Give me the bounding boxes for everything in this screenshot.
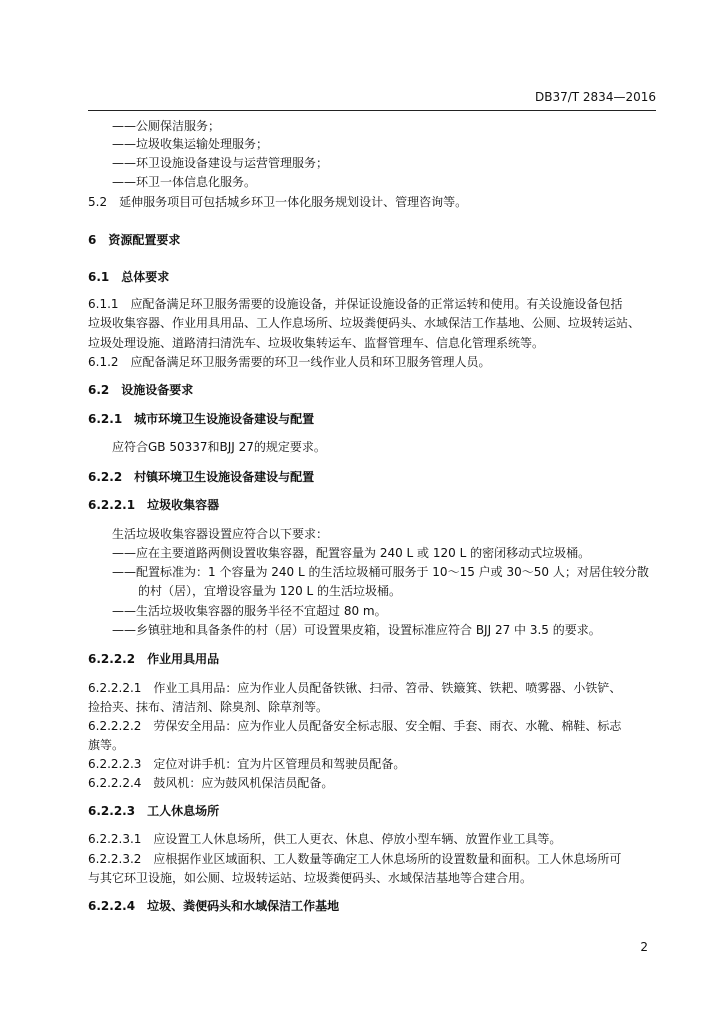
list-item: ——生活垃圾收集容器的服务半径不宜超过 80 m。 xyxy=(112,604,387,618)
clause-6-2-2-2-3: 6.2.2.2.3 定位对讲手机：宜为片区管理员和驾驶员配备。 xyxy=(88,757,406,771)
clause-6-2-2-3-1: 6.2.2.3.1 应设置工人休息场所，供工人更衣、休息、停放小型车辆、放置作业工具等。 xyxy=(88,832,562,846)
clause-6-2-2-2-4: 6.2.2.2.4 鼓风机：应为鼓风机保洁员配备。 xyxy=(88,776,334,790)
section-heading-6-2-2-4: 6.2.2.4 垃圾、粪便码头和水域保洁工作基地 xyxy=(88,899,340,913)
list-item: ——公厕保洁服务； xyxy=(112,119,221,133)
section-heading-6-2-2-3: 6.2.2.3 工人休息场所 xyxy=(88,804,220,818)
list-item: ——应在主要道路两侧设置收集容器，配置容量为 240 L 或 120 L 的密闭移动式垃圾桶。 xyxy=(112,546,591,560)
clause-6-2-2-3-2-cont: 与其它环卫设施，如公厕、垃圾转运站、垃圾粪便码头、水域保洁基地等合建合用。 xyxy=(88,871,533,885)
clause-text: 生活垃圾收集容器设置应符合以下要求： xyxy=(112,527,329,541)
list-item: ——环卫一体信息化服务。 xyxy=(112,175,257,189)
list-item: ——垃圾收集运输处理服务； xyxy=(112,137,269,151)
clause-6-2-1-text: 应符合GB 50337和BJJ 27的规定要求。 xyxy=(112,440,326,454)
clause-6-1-1-cont: 垃圾收集容器、作业用具用品、工人作息场所、垃圾粪便码头、水域保洁工作基地、公厕、垃圾转运站、 xyxy=(88,316,641,330)
section-heading-6-1: 6.1 总体要求 xyxy=(88,270,170,284)
list-item: ——配置标准为：1 个容量为 240 L 的生活垃圾桶可服务于 10～15 户或 30～50 人；对居住较分散 xyxy=(112,565,649,579)
section-heading-6-2-1: 6.2.1 城市环境卫生设施设备建设与配置 xyxy=(88,412,315,426)
clause-6-2-2-3-2: 6.2.2.3.2 应根据作业区域面积、工人数量等确定工人休息场所的设置数量和面积。工人休息场所可 xyxy=(88,852,622,866)
clause-6-1-2: 6.1.2 应配备满足环卫服务需要的环卫一线作业人员和环卫服务管理人员。 xyxy=(88,355,491,369)
list-item: ——环卫设施设备建设与运营管理服务； xyxy=(112,156,329,170)
clause-6-2-2-2-1-cont: 捡拾夹、抹布、清洁剂、除臭剂、除草剂等。 xyxy=(88,700,329,714)
section-heading-6: 6 资源配置要求 xyxy=(88,233,181,247)
list-item: ——乡镇驻地和具备条件的村（居）可设置果皮箱，设置标准应符合 BJJ 27 中 3.5 的要求。 xyxy=(112,623,601,637)
clause-6-2-2-2-2: 6.2.2.2.2 劳保安全用品：应为作业人员配备安全标志服、安全帽、手套、雨衣、水靴、棉鞋、标志 xyxy=(88,719,622,733)
clause-6-2-2-2-2-cont: 旗等。 xyxy=(88,738,125,752)
section-heading-6-2: 6.2 设施设备要求 xyxy=(88,383,194,397)
clause-6-1-1-cont: 垃圾处理设施、道路清扫清洗车、垃圾收集转运车、监督管理车、信息化管理系统等。 xyxy=(88,336,545,350)
clause-5-2: 5.2 延伸服务项目可包括城乡环卫一体化服务规划设计、管理咨询等。 xyxy=(88,195,468,209)
section-heading-6-2-2-1: 6.2.2.1 垃圾收集容器 xyxy=(88,498,220,512)
standard-number: DB37/T 2834—2016 xyxy=(534,90,656,104)
clause-6-2-2-2-1: 6.2.2.2.1 作业工具用品：应为作业人员配备铁锹、扫帚、笤帚、铁簸箕、铁耙、喷雾器、小铁铲、 xyxy=(88,681,622,695)
header-rule xyxy=(88,110,656,111)
section-heading-6-2-2-2: 6.2.2.2 作业用具用品 xyxy=(88,652,220,666)
page-number: 2 xyxy=(640,940,648,954)
clause-6-1-1: 6.1.1 应配备满足环卫服务需要的设施设备，并保证设施设备的正常运转和使用。有关设施设备包括 xyxy=(88,297,623,311)
list-item-cont: 的村（居），宜增设容量为 120 L 的生活垃圾桶。 xyxy=(138,584,402,598)
section-heading-6-2-2: 6.2.2 村镇环境卫生设施设备建设与配置 xyxy=(88,470,315,484)
